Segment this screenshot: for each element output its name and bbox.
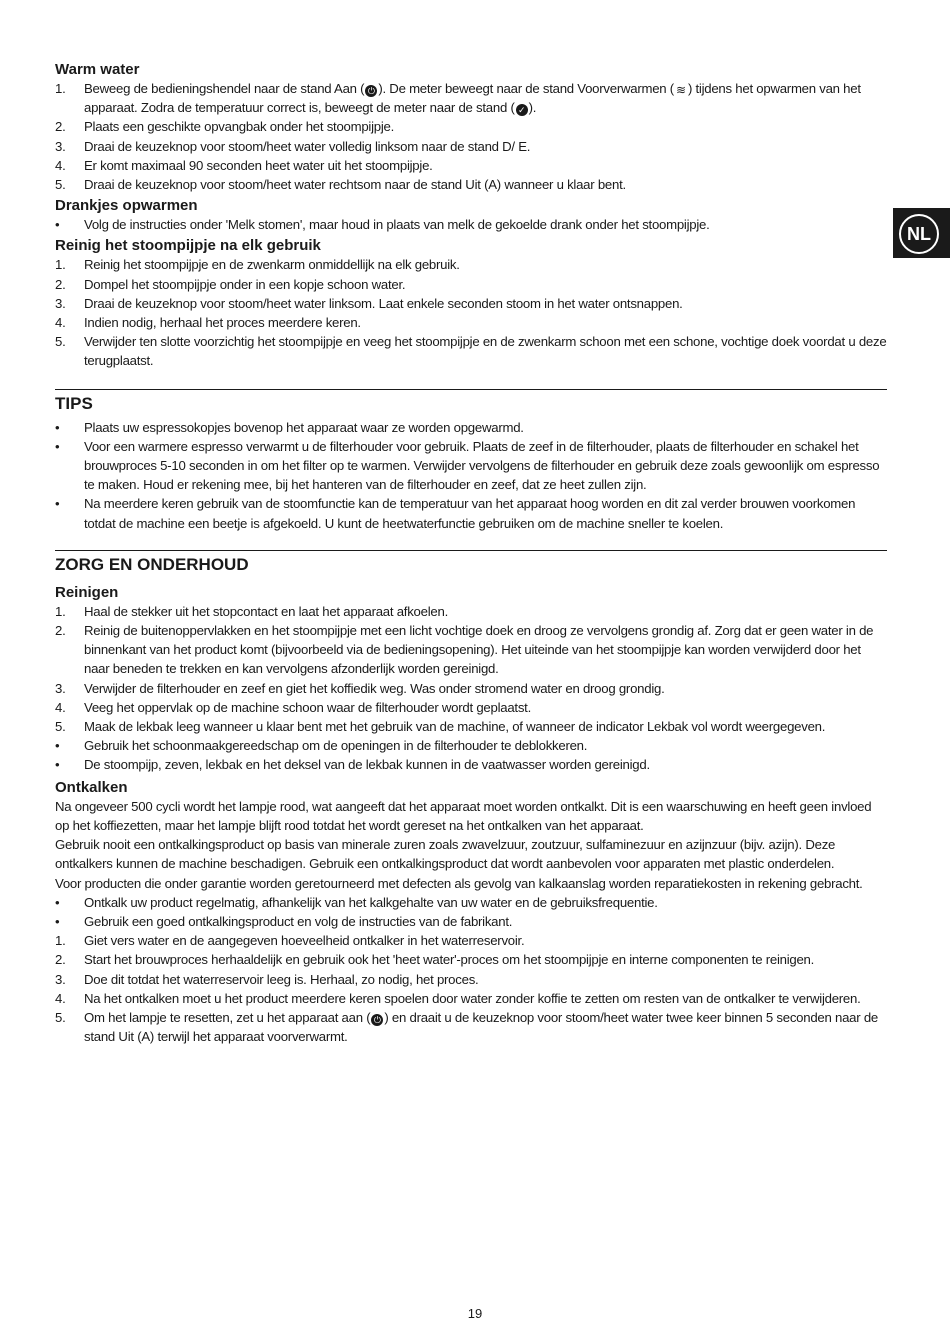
list-item: 1. Giet vers water en de aangegeven hoeveelheid ontkalker in het waterreservoir. [55,933,525,949]
content-column [55,60,887,1046]
list-item: 1. Beweeg de bedieningshendel naar de stand Aan ( ⏻ ). De meter beweegt naar de stand Voorverwarmen ( ≋ ) tijdens het opwarmen van het apparaat. Zodra de temperatuur correct is, beweegt de meter naar de stand ( ✓ ). [55,81,861,116]
item-number: 1. [55,81,66,96]
list-item: 3. Draai de keuzeknop voor stoom/heet water volledig linksom naar de stand D/ E. [55,138,531,154]
list-item: 2. Reinig de buitenoppervlakken en het stoompijpje met een licht vochtige doek en droog ze vervolgens grondig af. Zorg dat er geen water in de binnenkant van het product komt (bijvoorbeeld via de bedieningsopening). Het uiteinde van het stoompijpje kan worden verwijderd door het naar beneden te trekken en kan vervolgens afzonderlijk worden gereinigd. [55,623,874,677]
language-tab [893,208,950,258]
paragraph: Na ongeveer 500 cycli wordt het lampje rood, wat aangeeft dat het apparaat moet worden ontkalkt. Dit is een waarschuwing en heeft geen invloed op het koffiezetten, maar het lampje blijft rood totdat het wordt gereset na het ontkalken van het apparaat. [55,798,872,833]
list-item: 4. Na het ontkalken moet u het product meerdere keren spoelen door water zonder koffie te zetten om resten van de ontkalker te verwijderen. [55,990,861,1006]
paragraph: Gebruik nooit een ontkalkingsproduct op basis van minerale zuren zoals zwavelzuur, zoutzuur, sulfaminezuur en azijnzuur (bijv. azijn). Deze ontkalkers kunnen de machine beschadigen. Gebruik een ontkalkingsproduct dat wordt aanbevolen voor apparaten met plastic onderdelen. [55,837,836,872]
preheat-wave-icon: ≋ [676,83,686,97]
list-item: 2. Start het brouwproces herhaaldelijk en gebruik ook het 'heet water'-proces om het stoompijpje en interne componenten te reinigen. [55,952,815,968]
drankjes-heading: Drankjes opwarmen [55,197,198,215]
list-item: • Gebruik het schoonmaakgereedschap om de openingen in de filterhouder te deblokkeren. [55,738,588,754]
zorg-heading: ZORG EN ONDERHOUD [55,554,249,574]
list-item: 5. Verwijder ten slotte voorzichtig het stoompijpje en veeg het stoompijpje en de zwenkarm schoon met een schone, vochtige doek voordat u deze terugplaatst. [55,334,887,369]
list-item: 5. Draai de keuzeknop voor stoom/heet water rechtsom naar de stand Uit (A) wanneer u klaar bent. [55,177,626,193]
warm-water-heading: Warm water [55,61,140,78]
list-item: • Na meerdere keren gebruik van de stoomfunctie kan de temperatuur van het apparaat hoog worden en dit zal verder brouwen voorkomen totdat de machine een beetje is afgekoeld. U kunt de heetwaterfunctie gebruiken om de machine sneller te koelen. [55,496,856,531]
list-item: • De stoompijp, zeven, lekbak en het deksel van de lekbak kunnen in de vaatwasser worden gereinigd. [55,757,650,773]
list-item: 3. Verwijder de filterhouder en zeef en giet het koffiedik weg. Was onder stromend water en droog grondig. [55,680,665,696]
list-item: • Voor een warmere espresso verwarmt u de filterhouder voor gebruik. Plaats de zeef in de filterhouder, plaats de filterhouder en schakel het brouwproces 5-10 seconden in om het filter op te warmen. Verwijder vervolgens de filterhouder en gebruik deze zoals gewoonlijk om espresso te maken. Houd er rekening mee, bij het hanteren van de filterhouder en zeef, dat ze heet zullen zijn. [55,438,880,493]
page-number: 19 [467,1306,483,1321]
list-item: • Plaats uw espressokopjes bovenop het apparaat waar ze worden opgewarmd. [55,419,524,435]
language-tab-label: NL [899,214,939,254]
list-item: 4. Veeg het oppervlak op de machine schoon waar de filterhouder wordt geplaatst. [55,699,532,715]
list-item: 3. Doe dit totdat het waterreservoir leeg is. Herhaal, zo nodig, het proces. [55,971,479,987]
tips-heading: TIPS [55,393,93,413]
list-item: 4. Indien nodig, herhaal het proces meerdere keren. [55,315,361,331]
list-item: • Ontkalk uw product regelmatig, afhankelijk van het kalkgehalte van uw water en de gebruiksfrequentie. [55,894,658,910]
list-item: 3. Draai de keuzeknop voor stoom/heet water linksom. Laat enkele seconden stoom in het water ontsnappen. [55,295,683,311]
power-icon: ⏻ [371,1014,383,1026]
list-item: 1. Reinig het stoompijpje en de zwenkarm onmiddellijk na elk gebruik. [55,257,460,273]
power-icon: ⏻ [365,85,377,97]
list-item: 2. Plaats een geschikte opvangbak onder het stoompijpje. [55,119,395,135]
list-item: • Volg de instructies onder 'Melk stomen', maar houd in plaats van melk de gekoelde drank onder het stoompijpje. [55,217,710,233]
checkmark-icon: ✓ [516,104,528,116]
ontkalken-heading: Ontkalken [55,778,128,796]
list-item: 1. Haal de stekker uit het stopcontact en laat het apparaat afkoelen. [55,603,448,619]
paragraph: Voor producten die onder garantie worden geretourneerd met defecten als gevolg van kalkaanslag worden reparatiekosten in rekening gebracht. [55,875,863,891]
list-item: 5. Om het lampje te resetten, zet u het apparaat aan ( ⏻ ) en draait u de keuzeknop voor stoom/heet water twee keer binnen 5 seconden naar de stand Uit (A) terwijl het apparaat voorverwarmt. [55,1009,878,1045]
list-item: 4. Er komt maximaal 90 seconden heet water uit het stoompijpje. [55,157,433,173]
list-item: 5. Maak de lekbak leeg wanneer u klaar bent met het gebruik van de machine, of wanneer de indicator Lekbak vol wordt weergegeven. [55,719,826,735]
list-item: 2. Dompel het stoompijpje onder in een kopje schoon water. [55,276,406,292]
list-item: • Gebruik een goed ontkalkingsproduct en volg de instructies van de fabrikant. [55,913,513,929]
reinig-heading: Reinig het stoompijpje na elk gebruik [55,237,321,255]
reinigen-heading: Reinigen [55,583,119,601]
